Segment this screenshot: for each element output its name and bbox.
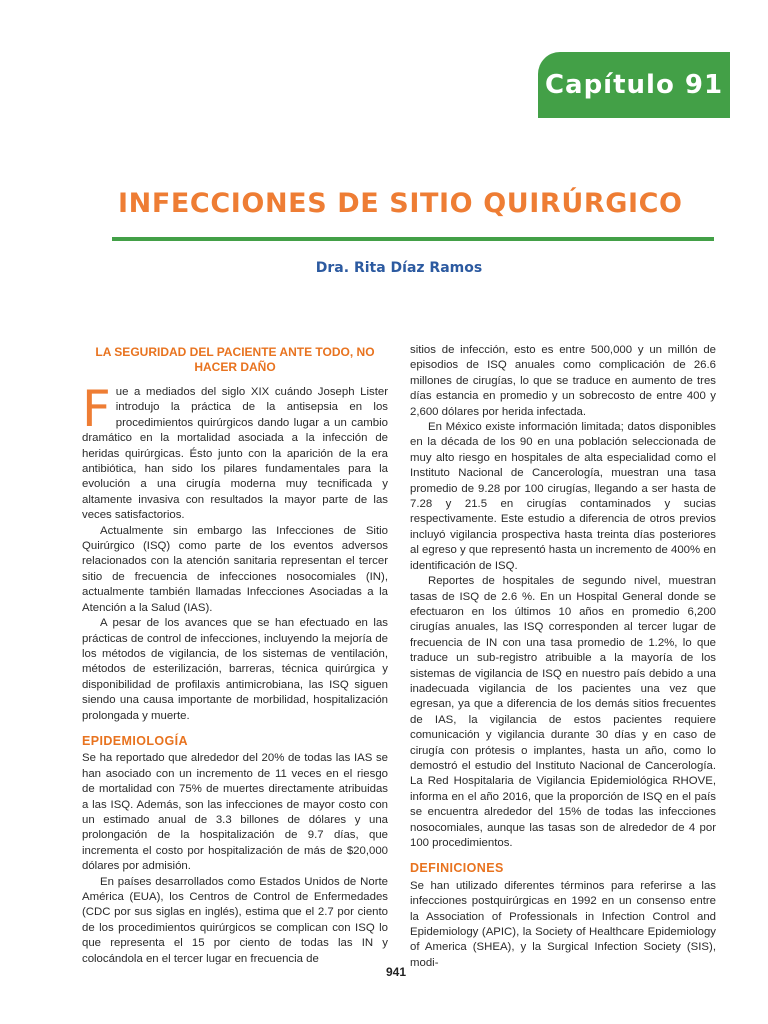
intro-paragraph — [82, 380, 388, 524]
subheading-definiciones: DEFINICIONES — [410, 861, 504, 876]
body-paragraph: A pesar de los avances que se han efectuado en las prácticas de control de infecciones, incluyendo la mejoría de los métodos de vigilancia, de los sistemas de ventilación, métodos de esterilización, barreras, técnica quirúrgica y disponibilidad de profilaxis antimicrobiana, las ISQ siguen siendo una causa importante de morbilidad, hospitalización prolongada y muerte. — [82, 617, 388, 722]
author-name: Dra. Rita Díaz Ramos — [315, 260, 483, 276]
chapter-label: Capítulo 91 — [538, 52, 730, 118]
body-paragraph: sitios de infección, esto es entre 500,000 y un millón de episodios de ISQ anuales como complicación de 26.6 millones de cirugías, lo que se traduce en aumento de tres días estancia en promedio y un sobrecosto de entre 400 y 2,600 dólares por herida infectada. — [410, 344, 716, 418]
page-title: INFECCIONES DE SITIO QUIRÚRGICO — [118, 188, 683, 219]
right-column — [410, 343, 716, 971]
body-paragraph: En México existe información limitada; datos disponibles en la década de los 90 en una población seleccionada de muy alto riesgo en hospitales de alta especialidad como el Instituto Nacional de Cancerología, muestran una tasa promedio de 9.28 por 100 cirugías, llegando a ser hasta de 7.28 y 21.5 en cirugías contaminados y sucias respectivamente. Este estudio a diferencia de otros previos incluyó vigilancia prospectiva hasta treinta días posteriores al egreso y que representó hasta un incremento de 400% en identificación de ISQ. — [410, 421, 716, 572]
body-paragraph: Reportes de hospitales de segundo nivel, muestran tasas de ISQ de 2.6 %. En un Hospital General donde se efectuaron en los últimos 10 años en promedio 6,200 cirugías anuales, las ISQ corresponden al tercer lugar de frecuencia de IN con una tasa promedio de 1.2%, lo que traduce un sub-registro atribuible a la mayoría de los sistemas de vigilancia de ISQ en nuestro país debido a una inadecuada vigilancia de los pacientes una vez que egresan, ya que a diferencia de los demás sitios frecuentes de IAS, la vigilancia de estos pacientes requiere comunicación y vigilancia durante 30 días y en caso de cirugía con prótesis o implantes, hasta un año, como lo demostró el estudio del Instituto Nacional de Cancerología. La Red Hospitalaria de Vigilancia Epidemiológica RHOVE, informa en el año 2016, que la proporción de ISQ en el país se encuentra alrededor del 15% de todas las infecciones nosocomiales, aunque las tasas son de alrededor de 4 por 100 procedimientos. — [410, 575, 716, 849]
drop-cap: F — [82, 380, 111, 438]
body-paragraph: Se han utilizado diferentes términos para referirse a las infecciones postquirúrgicas en 1992 en un consenso entre la Association of Professionals in Infection Control and Epidemiology (APIC), la Society of Healthcare Epidemiology of America (SHEA), y la Surgical Infection Society (SIS), modi- — [410, 879, 716, 969]
body-paragraph: En países desarrollados como Estados Unidos de Norte América (EUA), los Centros de Control de Enfermedades (CDC por sus siglas en inglés), estima que el 2.7 por ciento de los procedimientos quirúrgicos se complican con ISQ lo que representa el 15 por ciento de todas las IN y colocándola en el tercer lugar en frecuencia de — [82, 875, 388, 965]
page-number: 941 — [385, 965, 407, 979]
section-heading: LA SEGURIDAD DEL PACIENTE ANTE TODO, NO HACER DAÑO — [95, 345, 375, 374]
body-paragraph: Se ha reportado que alrededor del 20% de todas las IAS se han asociado con un incremento de 11 veces en el riesgo de mortalidad con 75% de muertes directamente atribuidas a las ISQ. Además, son las infecciones de mayor costo con un estimado anual de 3.3 billones de dólares y una prolongación de la hospitalización de 9.7 días, que incrementa el costo por hospitalización de más de $20,000 dólares por admisión. — [82, 752, 388, 873]
left-column — [82, 345, 388, 967]
intro-paragraph-text: ue a mediados del siglo XIX cuándo Joseph Lister introdujo la práctica de la antisepsia en los procedimientos quirúrgicos dando lugar a un cambio dramático en la mortalidad asociada a la infección de heridas quirúrgicas. Ésto junto con la aparición de la era antibiótica, han sido los pilares fundamentales para la evolución a una cirugía moderna muy tecnificada y altamente invasiva con resultados la mayor parte de las veces satisfactorios. — [82, 386, 388, 522]
subheading-epidemiologia: EPIDEMIOLOGÍA — [82, 733, 188, 748]
title-divider — [112, 237, 714, 241]
body-paragraph: Actualmente sin embargo las Infecciones de Sitio Quirúrgico (ISQ) como parte de los eventos adversos relacionados con la atención sanitaria representan el tercer sitio de frecuencia de infecciones nosocomiales (IN), actualmente también llamadas Infecciones Asociadas a la Atención a la Salud (IAS). — [82, 524, 388, 614]
